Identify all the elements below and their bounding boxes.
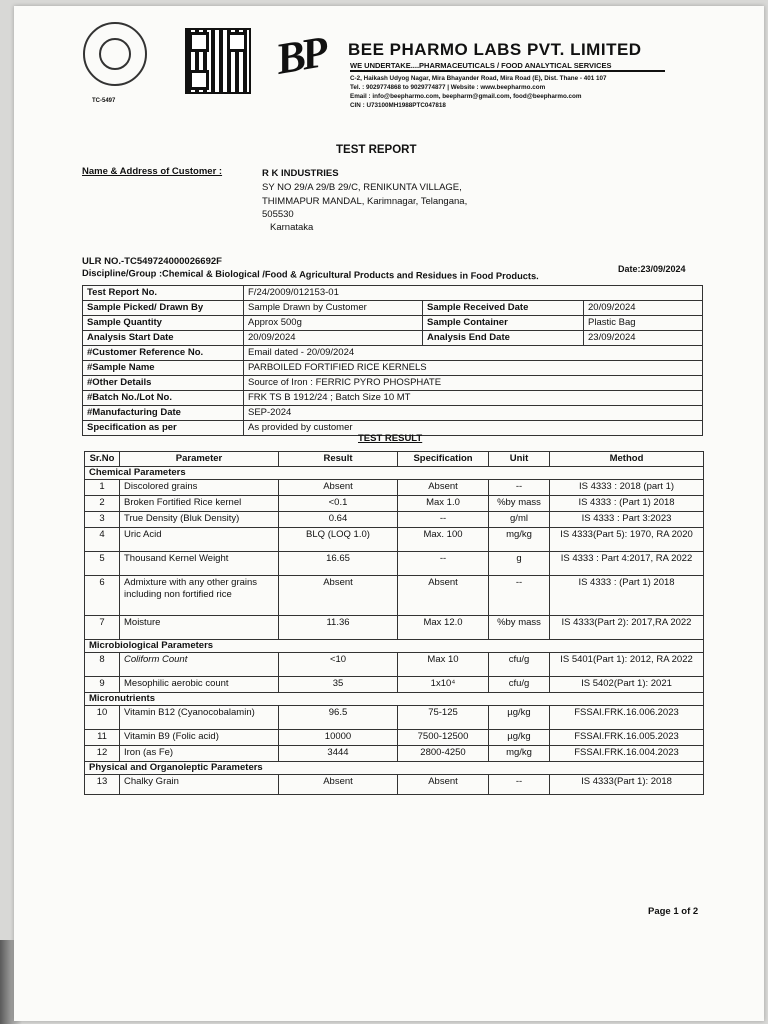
table-row bbox=[83, 346, 703, 361]
parameter-cell: Iron (as Fe) bbox=[120, 746, 279, 762]
result-cell: Absent bbox=[279, 576, 398, 616]
specification-cell: 1x10⁴ bbox=[398, 677, 489, 693]
section-row bbox=[85, 467, 704, 480]
result-cell: 35 bbox=[279, 677, 398, 693]
seal-code: TC-5497 bbox=[92, 98, 116, 104]
column-header: Sr.No bbox=[85, 452, 120, 467]
specification-cell: Absent bbox=[398, 775, 489, 795]
unit-cell: %by mass bbox=[489, 496, 550, 512]
column-header: Result bbox=[279, 452, 398, 467]
parameter-cell: Chalky Grain bbox=[120, 775, 279, 795]
sr-cell: 6 bbox=[85, 576, 120, 616]
table-row bbox=[83, 361, 703, 376]
specification-cell: Absent bbox=[398, 480, 489, 496]
table-row bbox=[83, 406, 703, 421]
unit-cell: g/ml bbox=[489, 512, 550, 528]
parameter-cell: Vitamin B12 (Cyanocobalamin) bbox=[120, 706, 279, 730]
result-cell: Absent bbox=[279, 480, 398, 496]
specification-cell: 75-125 bbox=[398, 706, 489, 730]
result-cell: BLQ (LOQ 1.0) bbox=[279, 528, 398, 552]
unit-cell: mg/kg bbox=[489, 746, 550, 762]
unit-cell: -- bbox=[489, 775, 550, 795]
result-cell: 10000 bbox=[279, 730, 398, 746]
sample-info-table bbox=[82, 285, 703, 436]
sr-cell: 5 bbox=[85, 552, 120, 576]
info-value: 20/09/2024 bbox=[244, 331, 423, 346]
table-row bbox=[83, 301, 703, 316]
unit-cell: cfu/g bbox=[489, 653, 550, 677]
sr-cell: 9 bbox=[85, 677, 120, 693]
test-result-title: TEST RESULT bbox=[358, 433, 423, 444]
sr-cell: 3 bbox=[85, 512, 120, 528]
sr-cell: 4 bbox=[85, 528, 120, 552]
info-key: #Customer Reference No. bbox=[83, 346, 244, 361]
info-key: Sample Container bbox=[423, 316, 584, 331]
customer-address-line: THIMMAPUR MANDAL, Karimnagar, Telangana, bbox=[262, 196, 468, 207]
info-value: SEP-2024 bbox=[244, 406, 703, 421]
column-header: Unit bbox=[489, 452, 550, 467]
info-value: FRK TS B 1912/24 ; Batch Size 10 MT bbox=[244, 391, 703, 406]
info-value: Sample Drawn by Customer bbox=[244, 301, 423, 316]
info-value: 23/09/2024 bbox=[584, 331, 703, 346]
parameter-cell: Discolored grains bbox=[120, 480, 279, 496]
info-value: Plastic Bag bbox=[584, 316, 703, 331]
customer-name: R K INDUSTRIES bbox=[262, 168, 339, 179]
result-cell: Absent bbox=[279, 775, 398, 795]
table-row bbox=[85, 653, 704, 677]
specification-cell: -- bbox=[398, 512, 489, 528]
sr-cell: 8 bbox=[85, 653, 120, 677]
table-row bbox=[83, 286, 703, 301]
specification-cell: Max 12.0 bbox=[398, 616, 489, 640]
table-row bbox=[85, 480, 704, 496]
company-email: Email : info@beepharmo.com, beepharm@gmail.com, food@beepharmo.com bbox=[350, 93, 582, 100]
result-cell: 3444 bbox=[279, 746, 398, 762]
unit-cell: -- bbox=[489, 480, 550, 496]
info-key: #Manufacturing Date bbox=[83, 406, 244, 421]
section-heading: Physical and Organoleptic Parameters bbox=[85, 762, 704, 775]
section-heading: Microbiological Parameters bbox=[85, 640, 704, 653]
company-tagline: WE UNDERTAKE....PHARMACEUTICALS / FOOD ANALYTICAL SERVICES bbox=[350, 61, 665, 72]
method-cell: IS 4333 : Part 4:2017, RA 2022 bbox=[550, 552, 704, 576]
discipline-group: Discipline/Group :Chemical & Biological /Food & Agricultural Products and Residues in Food Products. bbox=[81, 268, 539, 282]
method-cell: IS 4333 : Part 3:2023 bbox=[550, 512, 704, 528]
section-row bbox=[85, 693, 704, 706]
result-cell: 11.36 bbox=[279, 616, 398, 640]
info-key: #Batch No./Lot No. bbox=[83, 391, 244, 406]
parameter-cell: Mesophilic aerobic count bbox=[120, 677, 279, 693]
info-key: Analysis Start Date bbox=[83, 331, 244, 346]
method-cell: IS 4333 : (Part 1) 2018 bbox=[550, 576, 704, 616]
method-cell: IS 5402(Part 1): 2021 bbox=[550, 677, 704, 693]
table-row bbox=[83, 391, 703, 406]
customer-address-line: Karnataka bbox=[270, 222, 314, 233]
sr-cell: 10 bbox=[85, 706, 120, 730]
accreditation-seal-icon bbox=[83, 22, 147, 86]
company-logo: BP bbox=[272, 27, 329, 84]
table-row bbox=[85, 677, 704, 693]
info-value: Approx 500g bbox=[244, 316, 423, 331]
sr-cell: 2 bbox=[85, 496, 120, 512]
table-row bbox=[85, 512, 704, 528]
column-header: Parameter bbox=[120, 452, 279, 467]
company-address: C-2, Haikash Udyog Nagar, Mira Bhayander Road, Mira Road (E), Dist. Thane - 401 107 bbox=[350, 75, 607, 82]
parameter-cell: Thousand Kernel Weight bbox=[120, 552, 279, 576]
table-row bbox=[83, 331, 703, 346]
column-header: Method bbox=[550, 452, 704, 467]
column-header: Specification bbox=[398, 452, 489, 467]
sr-cell: 11 bbox=[85, 730, 120, 746]
info-key: Analysis End Date bbox=[423, 331, 584, 346]
method-cell: IS 4333(Part 5): 1970, RA 2020 bbox=[550, 528, 704, 552]
method-cell: IS 5401(Part 1): 2012, RA 2022 bbox=[550, 653, 704, 677]
info-key: #Sample Name bbox=[83, 361, 244, 376]
company-tel: Tel. : 9029774868 to 9029774877 | Website : www.beepharmo.com bbox=[350, 84, 546, 91]
page-number: Page 1 of 2 bbox=[648, 906, 699, 917]
company-cin: CIN : U73100MH1988PTC047818 bbox=[350, 102, 446, 109]
specification-cell: 2800-4250 bbox=[398, 746, 489, 762]
sr-cell: 12 bbox=[85, 746, 120, 762]
section-row bbox=[85, 640, 704, 653]
info-value: Source of Iron : FERRIC PYRO PHOSPHATE bbox=[244, 376, 703, 391]
result-cell: <10 bbox=[279, 653, 398, 677]
info-key: #Other Details bbox=[83, 376, 244, 391]
table-row bbox=[83, 376, 703, 391]
specification-cell: Max 10 bbox=[398, 653, 489, 677]
result-cell: 16.65 bbox=[279, 552, 398, 576]
method-cell: FSSAI.FRK.16.006.2023 bbox=[550, 706, 704, 730]
table-row bbox=[85, 706, 704, 730]
sr-cell: 13 bbox=[85, 775, 120, 795]
parameter-cell: Moisture bbox=[120, 616, 279, 640]
parameter-cell: True Density (Bluk Density) bbox=[120, 512, 279, 528]
company-name: BEE PHARMO LABS PVT. LIMITED bbox=[348, 40, 642, 59]
unit-cell: g bbox=[489, 552, 550, 576]
unit-cell: %by mass bbox=[489, 616, 550, 640]
table-row bbox=[85, 775, 704, 795]
info-value: As provided by customer bbox=[244, 421, 703, 436]
qr-code-icon bbox=[185, 28, 251, 94]
ulr-number: ULR NO.-TC549724000026692F bbox=[82, 256, 222, 267]
method-cell: IS 4333 : 2018 (part 1) bbox=[550, 480, 704, 496]
table-row bbox=[85, 730, 704, 746]
parameter-cell: Vitamin B9 (Folic acid) bbox=[120, 730, 279, 746]
table-row bbox=[85, 746, 704, 762]
table-row bbox=[83, 316, 703, 331]
table-row bbox=[85, 496, 704, 512]
parameter-cell: Uric Acid bbox=[120, 528, 279, 552]
method-cell: FSSAI.FRK.16.005.2023 bbox=[550, 730, 704, 746]
customer-address-line: SY NO 29/A 29/B 29/C, RENIKUNTA VILLAGE, bbox=[262, 182, 462, 193]
specification-cell: Absent bbox=[398, 576, 489, 616]
method-cell: IS 4333 : (Part 1) 2018 bbox=[550, 496, 704, 512]
specification-cell: Max 1.0 bbox=[398, 496, 489, 512]
report-date: Date:23/09/2024 bbox=[618, 264, 686, 274]
specification-cell: 7500-12500 bbox=[398, 730, 489, 746]
info-value: PARBOILED FORTIFIED RICE KERNELS bbox=[244, 361, 703, 376]
unit-cell: cfu/g bbox=[489, 677, 550, 693]
section-heading: Chemical Parameters bbox=[85, 467, 704, 480]
info-value: Email dated - 20/09/2024 bbox=[244, 346, 703, 361]
info-key: Sample Picked/ Drawn By bbox=[83, 301, 244, 316]
sr-cell: 1 bbox=[85, 480, 120, 496]
unit-cell: -- bbox=[489, 576, 550, 616]
table-header-row bbox=[85, 452, 704, 467]
sr-cell: 7 bbox=[85, 616, 120, 640]
section-heading: Micronutrients bbox=[85, 693, 704, 706]
method-cell: FSSAI.FRK.16.004.2023 bbox=[550, 746, 704, 762]
info-key: Specification as per bbox=[83, 421, 244, 436]
method-cell: IS 4333(Part 2): 2017,RA 2022 bbox=[550, 616, 704, 640]
report-title: TEST REPORT bbox=[336, 144, 417, 156]
parameter-cell: Admixture with any other grains including non fortified rice bbox=[120, 576, 279, 616]
parameter-cell: Coliform Count bbox=[120, 653, 279, 677]
result-cell: 0.64 bbox=[279, 512, 398, 528]
info-value: 20/09/2024 bbox=[584, 301, 703, 316]
test-result-table bbox=[84, 451, 704, 795]
specification-cell: Max. 100 bbox=[398, 528, 489, 552]
method-cell: IS 4333(Part 1): 2018 bbox=[550, 775, 704, 795]
customer-label: Name & Address of Customer : bbox=[82, 166, 223, 177]
customer-address-line: 505530 bbox=[262, 209, 294, 220]
info-key: Test Report No. bbox=[83, 286, 244, 301]
result-cell: <0.1 bbox=[279, 496, 398, 512]
table-row bbox=[85, 528, 704, 552]
parameter-cell: Broken Fortified Rice kernel bbox=[120, 496, 279, 512]
info-key: Sample Quantity bbox=[83, 316, 244, 331]
unit-cell: µg/kg bbox=[489, 730, 550, 746]
table-row bbox=[85, 576, 704, 616]
unit-cell: mg/kg bbox=[489, 528, 550, 552]
table-row bbox=[85, 616, 704, 640]
info-key: Sample Received Date bbox=[423, 301, 584, 316]
info-value: F/24/2009/012153-01 bbox=[244, 286, 703, 301]
section-row bbox=[85, 762, 704, 775]
table-row bbox=[85, 552, 704, 576]
unit-cell: µg/kg bbox=[489, 706, 550, 730]
result-cell: 96.5 bbox=[279, 706, 398, 730]
specification-cell: -- bbox=[398, 552, 489, 576]
